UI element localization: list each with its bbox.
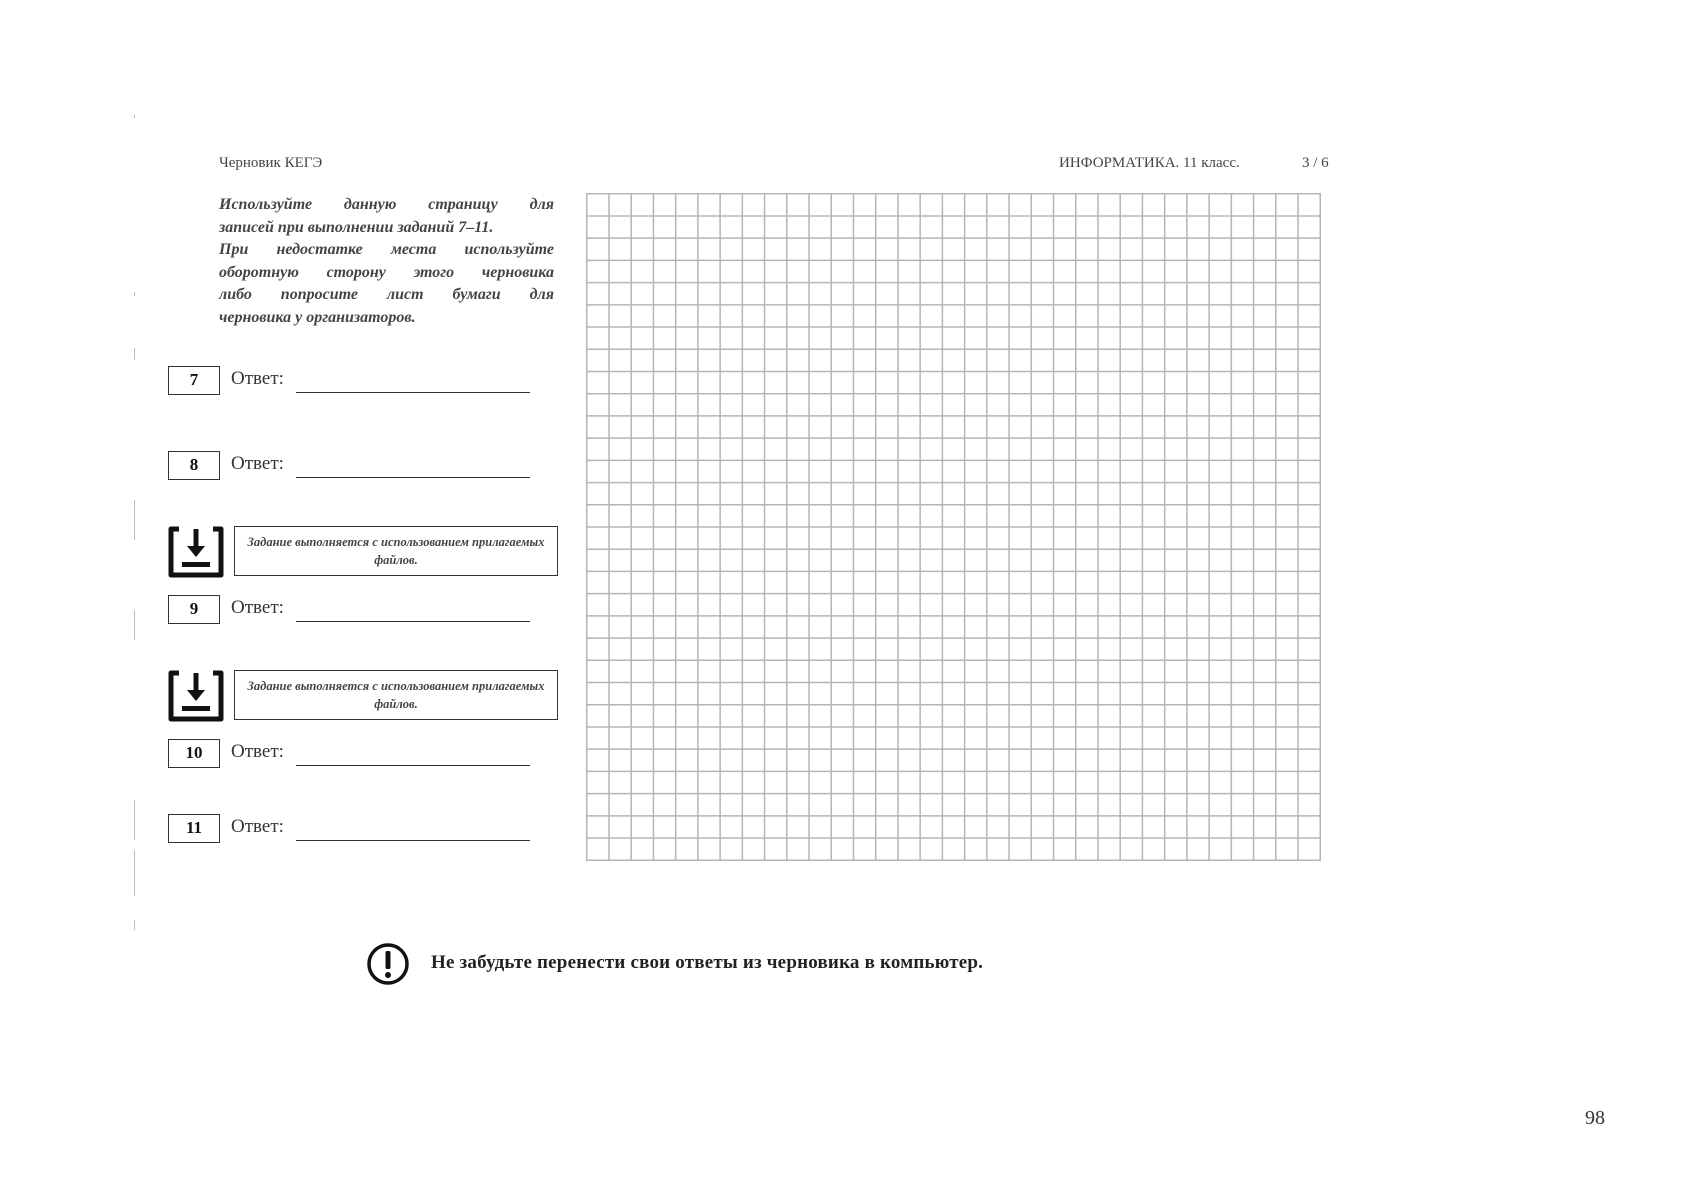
answer-line[interactable] <box>296 621 530 622</box>
margin-mark <box>134 292 135 296</box>
task-number-box: 11 <box>168 814 220 843</box>
answer-label: Ответ: <box>231 741 284 762</box>
reminder-text: Не забудьте перенести свои ответы из черновика в компьютер. <box>431 952 984 973</box>
instruction-line: оборотную сторону этого черновика <box>219 263 554 281</box>
header-subject: ИНФОРМАТИКА. 11 класс. <box>1059 155 1240 171</box>
exclamation-circle-icon <box>366 942 410 986</box>
margin-mark <box>134 500 135 540</box>
margin-mark <box>134 610 135 640</box>
header-page-counter: 3 / 6 <box>1302 155 1329 171</box>
margin-mark <box>134 850 135 896</box>
instruction-line: либо попросите лист бумаги для <box>219 286 554 303</box>
scratch-grid[interactable] <box>586 193 1321 861</box>
answer-line[interactable] <box>296 392 530 393</box>
file-download-icon <box>168 526 224 578</box>
answer-label: Ответ: <box>231 597 284 618</box>
margin-mark <box>134 115 135 118</box>
margin-mark <box>134 920 135 930</box>
answer-label: Ответ: <box>231 453 284 474</box>
answer-line[interactable] <box>296 765 530 766</box>
file-download-icon <box>168 670 224 722</box>
instruction-line: При недостатке места используйте <box>219 241 554 258</box>
instruction-line: Используйте данную страницу для <box>219 196 554 213</box>
task-number-box: 9 <box>168 595 220 624</box>
margin-mark <box>134 800 135 840</box>
answer-line[interactable] <box>296 840 530 841</box>
task-number-box: 10 <box>168 739 220 768</box>
page-number: 98 <box>1585 1107 1605 1129</box>
instruction-line: записей при выполнении заданий 7–11. <box>219 218 494 236</box>
instruction-line: черновика у организаторов. <box>219 308 416 326</box>
instructions-text <box>219 194 554 329</box>
answer-label: Ответ: <box>231 816 284 837</box>
task-number-box: 8 <box>168 451 220 480</box>
attached-files-note: Задание выполняется с использованием прилагаемых файлов. <box>234 526 558 576</box>
attached-files-note: Задание выполняется с использованием прилагаемых файлов. <box>234 670 558 720</box>
answer-label: Ответ: <box>231 368 284 389</box>
margin-mark <box>134 348 135 360</box>
header-draft-title: Черновик КЕГЭ <box>219 155 323 171</box>
answer-line[interactable] <box>296 477 530 478</box>
task-number-box: 7 <box>168 366 220 395</box>
